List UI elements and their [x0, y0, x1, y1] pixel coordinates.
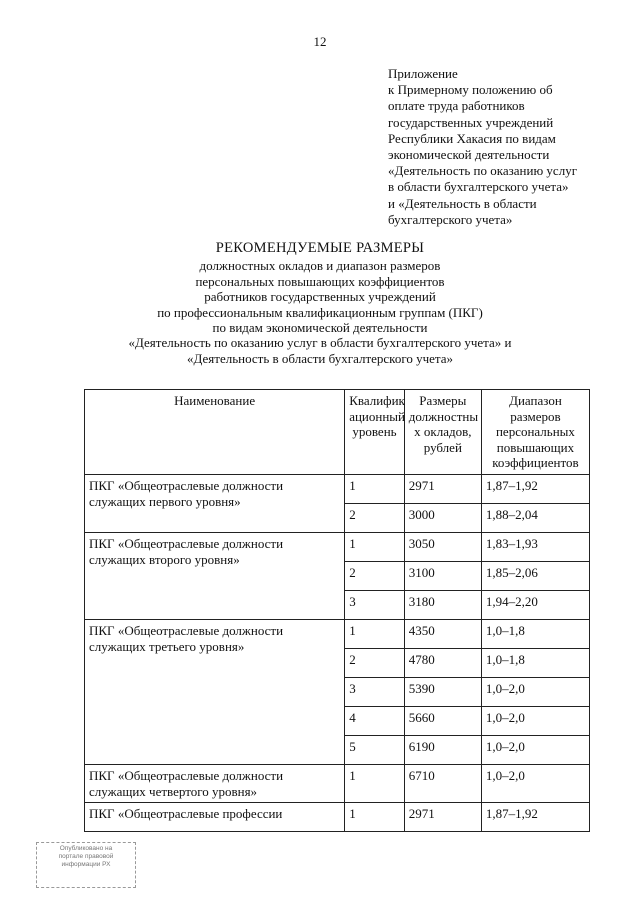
page-number: 12 [313, 34, 327, 49]
coefficient-range-cell: 1,94–2,20 [481, 591, 589, 620]
salary-cell: 4780 [404, 649, 481, 678]
coefficient-range-cell: 1,85–2,06 [481, 562, 589, 591]
coefficient-range-cell: 1,87–1,92 [481, 803, 589, 832]
level-cell: 1 [345, 533, 405, 562]
appendix-line: к Примерному положению об [388, 82, 553, 98]
salary-cell: 6190 [404, 736, 481, 765]
salary-cell: 5390 [404, 678, 481, 707]
level-cell: 3 [345, 591, 405, 620]
group-name-cell: ПКГ «Общеотраслевые профессии [85, 803, 345, 832]
title-line: персональных повышающих коэффициентов [195, 273, 445, 289]
salary-cell: 3100 [404, 562, 481, 591]
table-row [85, 533, 590, 562]
coefficient-range-cell: 1,0–2,0 [481, 707, 589, 736]
salary-cell: 6710 [404, 765, 481, 803]
coefficient-range-cell: 1,0–1,8 [481, 649, 589, 678]
coefficient-range-cell: 1,0–2,0 [481, 765, 589, 803]
table-row [85, 620, 590, 649]
appendix-line: Приложение [388, 66, 458, 81]
appendix-note [388, 66, 628, 228]
group-name-cell: ПКГ «Общеотраслевые должности служащих третьего уровня» [85, 620, 345, 765]
level-cell: 2 [345, 562, 405, 591]
appendix-line: в области бухгалтерского учета» [388, 179, 569, 195]
appendix-line: и «Деятельность в области [388, 195, 537, 211]
coefficient-range-cell: 1,0–2,0 [481, 678, 589, 707]
salary-cell: 2971 [404, 803, 481, 832]
appendix-line: оплате труда работников [388, 98, 525, 114]
level-cell: 2 [345, 649, 405, 678]
group-name-cell: ПКГ «Общеотраслевые должности служащих второго уровня» [85, 533, 345, 620]
column-header-name: Наименование [85, 390, 345, 475]
stamp-line: портале правовой [58, 853, 114, 860]
appendix-line: экономической деятельности [388, 147, 550, 163]
appendix-line: Республики Хакасия по видам [388, 130, 556, 146]
coefficient-range-cell: 1,88–2,04 [481, 504, 589, 533]
title-line: по видам экономической деятельности [212, 320, 428, 336]
coefficient-range-cell: 1,87–1,92 [481, 475, 589, 504]
stamp-line: Опубликовано на [59, 845, 113, 852]
salary-cell: 5660 [404, 707, 481, 736]
level-cell: 1 [345, 765, 405, 803]
group-name-cell: ПКГ «Общеотраслевые должности служащих четвертого уровня» [85, 765, 345, 803]
title-heading: РЕКОМЕНДУЕМЫЕ РАЗМЕРЫ [215, 240, 425, 256]
salary-cell: 3180 [404, 591, 481, 620]
appendix-line: бухгалтерского учета» [388, 211, 513, 227]
column-header-salary: Размеры должностны х окладов, рублей [404, 390, 481, 475]
salary-cell: 3000 [404, 504, 481, 533]
level-cell: 1 [345, 803, 405, 832]
coefficient-range-cell: 1,0–1,8 [481, 620, 589, 649]
publication-stamp [36, 842, 136, 888]
coefficient-range-cell: 1,83–1,93 [481, 533, 589, 562]
table-row [85, 475, 590, 504]
level-cell: 4 [345, 707, 405, 736]
level-cell: 5 [345, 736, 405, 765]
coefficient-range-cell: 1,0–2,0 [481, 736, 589, 765]
title-line: «Деятельность по оказанию услуг в области бухгалтерского учета» и [128, 335, 512, 351]
level-cell: 2 [345, 504, 405, 533]
title-line: работников государственных учреждений [204, 289, 436, 305]
column-header-level: Квалифик ационный уровень [345, 390, 405, 475]
column-header-coefficient-range: Диапазон размеров персональных повышающих коэффициентов [481, 390, 589, 475]
level-cell: 3 [345, 678, 405, 707]
level-cell: 1 [345, 620, 405, 649]
table-header-row [85, 390, 590, 475]
title-line: «Деятельность в области бухгалтерского учета» [186, 350, 454, 366]
appendix-line: «Деятельность по оказанию услуг [388, 163, 578, 179]
level-cell: 1 [345, 475, 405, 504]
appendix-line: государственных учреждений [388, 114, 554, 130]
group-name-cell: ПКГ «Общеотраслевые должности служащих первого уровня» [85, 475, 345, 533]
salary-cell: 2971 [404, 475, 481, 504]
title-line: должностных окладов и диапазон размеров [199, 258, 441, 274]
salary-cell: 4350 [404, 620, 481, 649]
table-row [85, 803, 590, 832]
stamp-line: информации РХ [61, 861, 111, 868]
salary-table [84, 389, 590, 832]
document-title [0, 241, 640, 366]
salary-cell: 3050 [404, 533, 481, 562]
title-line: по профессиональным квалификационным группам (ПКГ) [157, 304, 483, 320]
table-row [85, 765, 590, 803]
